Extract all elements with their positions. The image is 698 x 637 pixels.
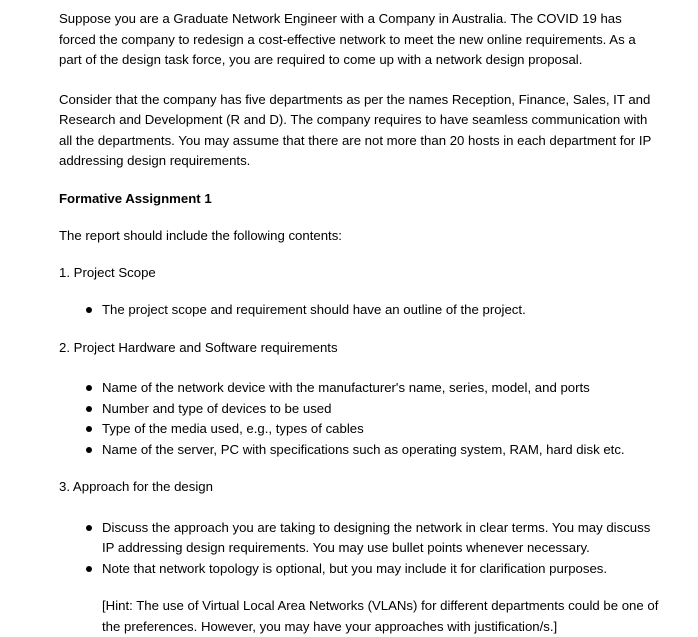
bullet-icon bbox=[86, 406, 92, 412]
bullet-icon bbox=[86, 566, 92, 572]
bullet-icon bbox=[86, 385, 92, 391]
list-item bbox=[59, 300, 659, 321]
bullet-text: The project scope and requirement should have an outline of the project. bbox=[102, 302, 526, 317]
list-item bbox=[59, 419, 659, 440]
bullet-icon bbox=[86, 525, 92, 531]
section-1-title: 1. Project Scope bbox=[59, 264, 156, 280]
list-item bbox=[59, 440, 659, 461]
list-item bbox=[59, 378, 659, 399]
section-3-title: 3. Approach for the design bbox=[59, 479, 213, 494]
intro-paragraph-1: Suppose you are a Graduate Network Engineer with a Company in Australia. The COVID 19 has forced the company to redesign a cost-effective network to meet the new online requirements. As a part of the design task force, you are required to come up with a network design proposal. bbox=[59, 11, 636, 67]
bullet-text: Name of the network device with the manufacturer's name, series, model, and ports bbox=[102, 380, 590, 395]
section-2-title: 2. Project Hardware and Software requirements bbox=[59, 339, 338, 355]
list-item bbox=[59, 399, 659, 420]
section-1-bullet-list bbox=[59, 300, 659, 321]
bullet-text: Note that network topology is optional, but you may include it for clarification purposes. bbox=[102, 560, 608, 576]
bullet-text: Number and type of devices to be used bbox=[102, 400, 332, 416]
section-3-bullet-list bbox=[59, 518, 659, 580]
bullet-icon bbox=[86, 307, 92, 313]
document-page bbox=[59, 8, 659, 637]
bullet-icon bbox=[86, 447, 92, 453]
assignment-heading: Formative Assignment 1 bbox=[59, 190, 212, 206]
bullet-icon bbox=[86, 426, 92, 432]
list-item bbox=[59, 518, 659, 559]
bullet-text: Name of the server, PC with specifications such as operating system, RAM, hard disk etc. bbox=[102, 441, 625, 457]
intro-paragraph-2: Consider that the company has five departments as per the names Reception, Finance, Sales, IT and Research and Development (R and D). The company requires to have seamless communication with all the departments. You may assume that there are not more than 20 hosts in each department for IP addressing design requirements. bbox=[59, 91, 652, 168]
bullet-text: Discuss the approach you are taking to designing the network in clear terms. You may discuss IP addressing design requirements. You may use bullet points whenever necessary. bbox=[102, 519, 651, 555]
report-intro-text: The report should include the following contents: bbox=[59, 228, 342, 243]
bullet-text: Type of the media used, e.g., types of cables bbox=[102, 421, 364, 436]
hint-text: [Hint: The use of Virtual Local Area Networks (VLANs) for different departments could be one of the preferences. However, you may have your approaches with justification/s.] bbox=[102, 598, 659, 634]
list-item bbox=[59, 559, 659, 580]
section-2-bullet-list bbox=[59, 378, 659, 460]
